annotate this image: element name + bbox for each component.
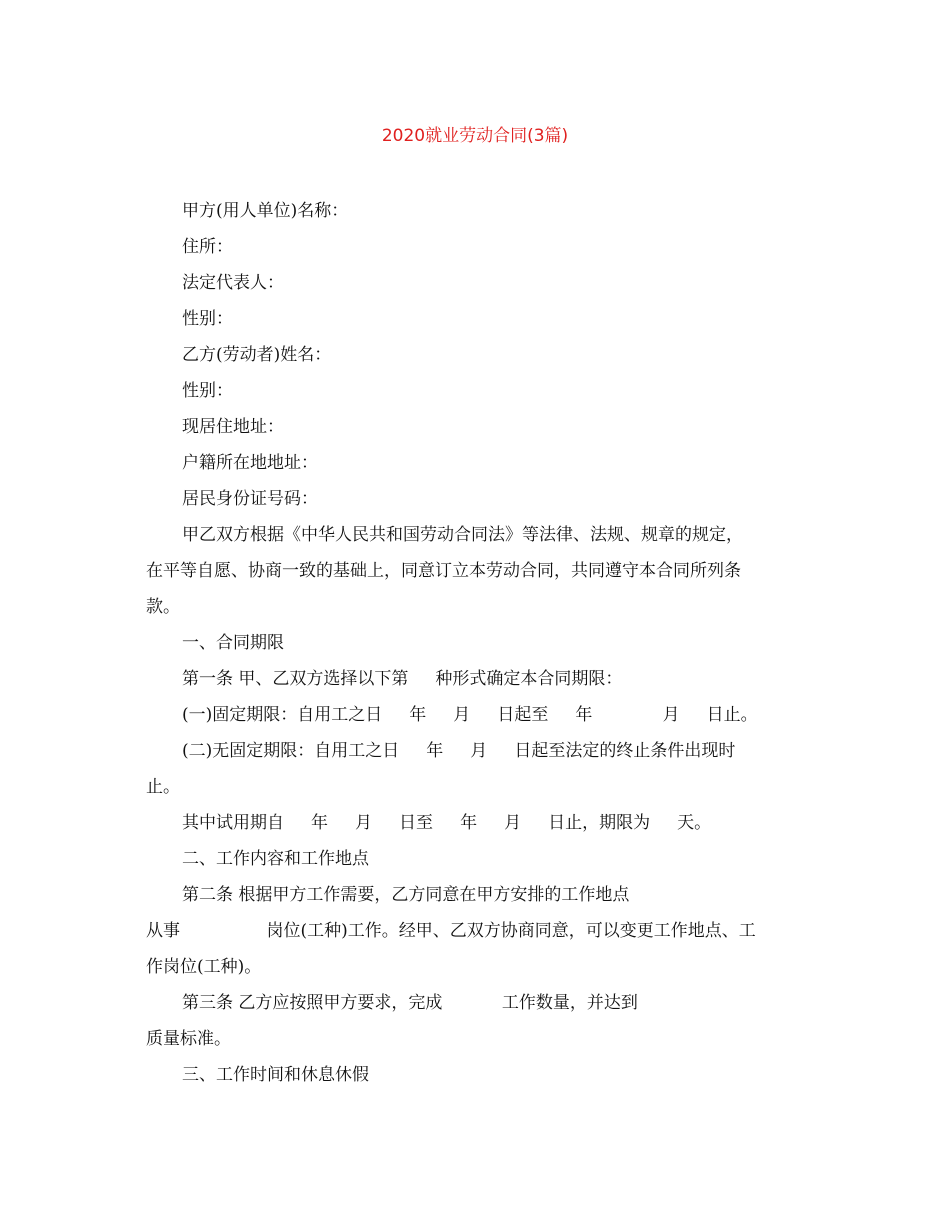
open-term-line-1: (二)无固定期限：自用工之日 年 月 日起至法定的终止条件出现时 — [182, 741, 736, 761]
article-1-line: 第一条 甲、乙双方选择以下第 种形式确定本合同期限： — [182, 669, 623, 689]
party-a-address-line: 住所： — [182, 237, 233, 257]
article-3-line-2: 质量标准。 — [146, 1029, 231, 1049]
document-title: 2020就业劳动合同(3篇) — [381, 126, 569, 146]
article-3-line-1: 第三条 乙方应按照甲方要求，完成 工作数量，并达到 — [182, 993, 638, 1013]
household-address-line: 户籍所在地地址： — [182, 453, 318, 473]
party-b-name-line: 乙方(劳动者)姓名： — [182, 345, 332, 365]
fixed-term-line: (一)固定期限：自用工之日 年 月 日起至 年 月 日止。 — [182, 705, 758, 725]
section-heading-work-hours: 三、工作时间和休息休假 — [182, 1065, 369, 1085]
legal-representative-line: 法定代表人： — [182, 273, 284, 293]
open-term-line-2: 止。 — [146, 777, 180, 797]
preamble-line-1: 甲乙双方根据《中华人民共和国劳动合同法》等法律、法规、规章的规定， — [182, 525, 743, 545]
document-body — [146, 193, 810, 1093]
party-a-gender-line: 性别： — [182, 309, 233, 329]
article-2-line-1: 第二条 根据甲方工作需要，乙方同意在甲方安排的工作地点 — [182, 885, 630, 905]
party-a-name-line: 甲方(用人单位)名称： — [182, 201, 349, 221]
probation-line: 其中试用期自 年 月 日至 年 月 日止，期限为 天。 — [182, 813, 712, 833]
article-2-line-2: 从事 岗位(工种)工作。经甲、乙双方协商同意，可以变更工作地点、工 — [146, 921, 756, 941]
section-heading-contract-term: 一、合同期限 — [182, 633, 284, 653]
section-heading-work-content: 二、工作内容和工作地点 — [182, 849, 369, 869]
preamble-line-3: 款。 — [146, 597, 180, 617]
party-b-gender-line: 性别： — [182, 381, 233, 401]
article-2-line-3: 作岗位(工种)。 — [146, 957, 262, 977]
preamble-line-2: 在平等自愿、协商一致的基础上，同意订立本劳动合同，共同遵守本合同所列条 — [146, 561, 741, 581]
id-number-line: 居民身份证号码： — [182, 489, 318, 509]
current-address-line: 现居住地址： — [182, 417, 284, 437]
